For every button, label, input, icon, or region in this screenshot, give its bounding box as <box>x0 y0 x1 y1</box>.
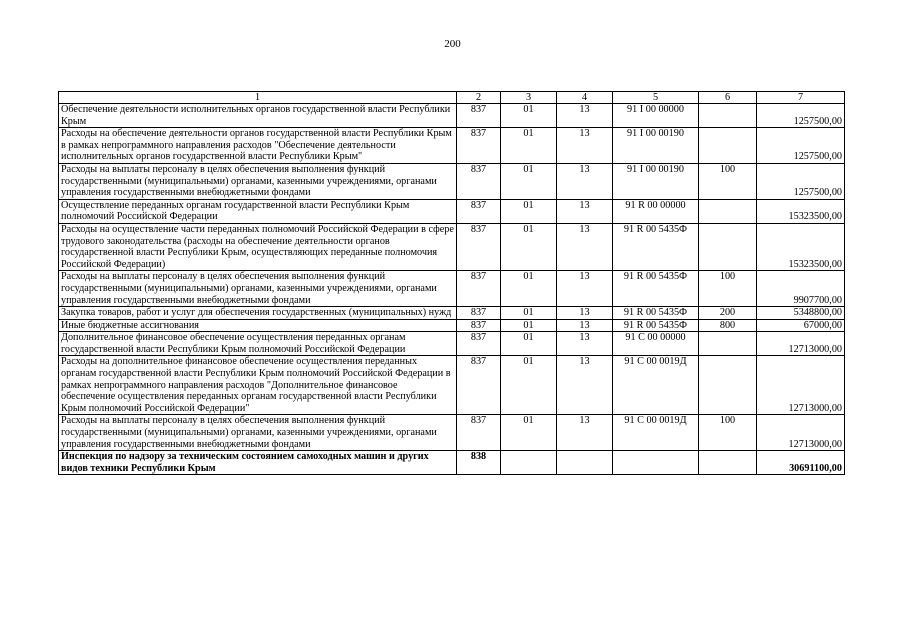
row-name-cell: Расходы на дополнительное финансовое обеспечение осуществления переданных органам государственной власти Республики Крым полномочий Российской Федерации в рамках непрограммного направления расходов "Дополнительное финансовое обеспечение осуществления переданных органам государственной власти Республики Крым полномочий Российской Федерации" <box>59 356 457 415</box>
table-row <box>59 319 845 332</box>
row-subsection-cell: 13 <box>557 332 613 356</box>
row-expense-type-cell <box>699 451 757 475</box>
row-section-cell <box>501 451 557 475</box>
row-name-cell: Расходы на выплаты персоналу в целях обеспечения выполнения функций государственными (муниципальными) органами, казенными учреждениями, органами управления государственными внебюджетными фондами <box>59 271 457 307</box>
row-section-cell: 01 <box>501 356 557 415</box>
row-expense-type-cell: 100 <box>699 271 757 307</box>
row-ministry-code-cell: 837 <box>457 104 501 128</box>
row-subsection-cell: 13 <box>557 307 613 320</box>
row-amount-cell: 12713000,00 <box>757 332 845 356</box>
row-target-article-cell: 91 R 00 5435Ф <box>613 319 699 332</box>
row-ministry-code-cell: 837 <box>457 356 501 415</box>
table-row <box>59 332 845 356</box>
row-section-cell: 01 <box>501 271 557 307</box>
row-amount-cell: 12713000,00 <box>757 415 845 451</box>
row-expense-type-cell <box>699 104 757 128</box>
row-expense-type-cell <box>699 332 757 356</box>
row-expense-type-cell: 100 <box>699 163 757 199</box>
column-header: 7 <box>757 92 845 104</box>
column-header: 4 <box>557 92 613 104</box>
row-name-cell: Расходы на осуществление части переданных полномочий Российской Федерации в сфере трудового законодательства (расходы на обеспечение деятельности органов государственной власти Республики Крым, осуществляющих переданные полномочия Российской Федерации) <box>59 223 457 270</box>
row-subsection-cell: 13 <box>557 271 613 307</box>
row-expense-type-cell: 200 <box>699 307 757 320</box>
table-row <box>59 199 845 223</box>
row-section-cell: 01 <box>501 223 557 270</box>
table-row <box>59 163 845 199</box>
row-amount-cell: 1257500,00 <box>757 104 845 128</box>
row-section-cell: 01 <box>501 332 557 356</box>
row-subsection-cell: 13 <box>557 319 613 332</box>
row-amount-cell: 67000,00 <box>757 319 845 332</box>
row-ministry-code-cell: 837 <box>457 415 501 451</box>
row-amount-cell: 5348800,00 <box>757 307 845 320</box>
row-expense-type-cell <box>699 223 757 270</box>
row-subsection-cell: 13 <box>557 356 613 415</box>
row-section-cell: 01 <box>501 104 557 128</box>
row-target-article-cell: 91 С 00 00000 <box>613 332 699 356</box>
row-ministry-code-cell: 837 <box>457 319 501 332</box>
row-name-cell: Осуществление переданных органам государственной власти Республики Крым полномочий Российской Федерации <box>59 199 457 223</box>
table-header-row <box>59 92 845 104</box>
row-name-cell: Обеспечение деятельности исполнительных органов государственной власти Республики Крым <box>59 104 457 128</box>
table-row <box>59 415 845 451</box>
row-ministry-code-cell: 838 <box>457 451 501 475</box>
row-ministry-code-cell: 837 <box>457 307 501 320</box>
row-target-article-cell: 91 I 00 00190 <box>613 163 699 199</box>
row-amount-cell: 12713000,00 <box>757 356 845 415</box>
row-target-article-cell: 91 I 00 00190 <box>613 128 699 164</box>
column-header: 6 <box>699 92 757 104</box>
row-target-article-cell: 91 С 00 0019Д <box>613 415 699 451</box>
row-expense-type-cell <box>699 199 757 223</box>
table-row <box>59 451 845 475</box>
table-row <box>59 223 845 270</box>
table-row <box>59 307 845 320</box>
row-target-article-cell: 91 R 00 5435Ф <box>613 271 699 307</box>
row-section-cell: 01 <box>501 163 557 199</box>
row-section-cell: 01 <box>501 307 557 320</box>
column-header: 3 <box>501 92 557 104</box>
row-amount-cell: 9907700,00 <box>757 271 845 307</box>
row-name-cell: Дополнительное финансовое обеспечение осуществления переданных органам государственной власти Республики Крым полномочий Российской Федерации <box>59 332 457 356</box>
row-name-cell: Расходы на обеспечение деятельности органов государственной власти Республики Крым в рамках непрограммного направления расходов "Обеспечение деятельности исполнительных органов государственной власти Республики Крым" <box>59 128 457 164</box>
row-section-cell: 01 <box>501 319 557 332</box>
table-row <box>59 356 845 415</box>
row-target-article-cell: 91 С 00 0019Д <box>613 356 699 415</box>
row-amount-cell: 15323500,00 <box>757 223 845 270</box>
row-ministry-code-cell: 837 <box>457 199 501 223</box>
row-section-cell: 01 <box>501 199 557 223</box>
row-ministry-code-cell: 837 <box>457 332 501 356</box>
row-amount-cell: 15323500,00 <box>757 199 845 223</box>
row-expense-type-cell <box>699 128 757 164</box>
row-subsection-cell: 13 <box>557 199 613 223</box>
row-target-article-cell: 91 R 00 5435Ф <box>613 223 699 270</box>
row-amount-cell: 1257500,00 <box>757 163 845 199</box>
row-subsection-cell: 13 <box>557 223 613 270</box>
row-target-article-cell: 91 I 00 00000 <box>613 104 699 128</box>
row-ministry-code-cell: 837 <box>457 128 501 164</box>
row-subsection-cell: 13 <box>557 163 613 199</box>
row-amount-cell: 1257500,00 <box>757 128 845 164</box>
budget-table <box>58 91 845 475</box>
table-row <box>59 271 845 307</box>
column-header: 2 <box>457 92 501 104</box>
row-amount-cell: 30691100,00 <box>757 451 845 475</box>
row-subsection-cell: 13 <box>557 104 613 128</box>
row-ministry-code-cell: 837 <box>457 223 501 270</box>
row-name-cell: Закупка товаров, работ и услуг для обеспечения государственных (муниципальных) нужд <box>59 307 457 320</box>
column-header: 1 <box>59 92 457 104</box>
row-name-cell: Расходы на выплаты персоналу в целях обеспечения выполнения функций государственными (муниципальными) органами, казенными учреждениями, органами управления государственными внебюджетными фондами <box>59 163 457 199</box>
table-row <box>59 128 845 164</box>
row-subsection-cell <box>557 451 613 475</box>
row-section-cell: 01 <box>501 128 557 164</box>
row-ministry-code-cell: 837 <box>457 271 501 307</box>
row-expense-type-cell: 100 <box>699 415 757 451</box>
row-name-cell: Инспекция по надзору за техническим состоянием самоходных машин и других видов техники Республики Крым <box>59 451 457 475</box>
row-ministry-code-cell: 837 <box>457 163 501 199</box>
row-expense-type-cell: 800 <box>699 319 757 332</box>
row-target-article-cell: 91 R 00 5435Ф <box>613 307 699 320</box>
row-section-cell: 01 <box>501 415 557 451</box>
row-subsection-cell: 13 <box>557 128 613 164</box>
row-name-cell: Расходы на выплаты персоналу в целях обеспечения выполнения функций государственными (муниципальными) органами, казенными учреждениями, органами управления государственными внебюджетными фондами <box>59 415 457 451</box>
row-name-cell: Иные бюджетные ассигнования <box>59 319 457 332</box>
table-row <box>59 104 845 128</box>
row-subsection-cell: 13 <box>557 415 613 451</box>
row-target-article-cell: 91 R 00 00000 <box>613 199 699 223</box>
row-target-article-cell <box>613 451 699 475</box>
page-number: 200 <box>444 38 461 50</box>
column-header: 5 <box>613 92 699 104</box>
row-expense-type-cell <box>699 356 757 415</box>
